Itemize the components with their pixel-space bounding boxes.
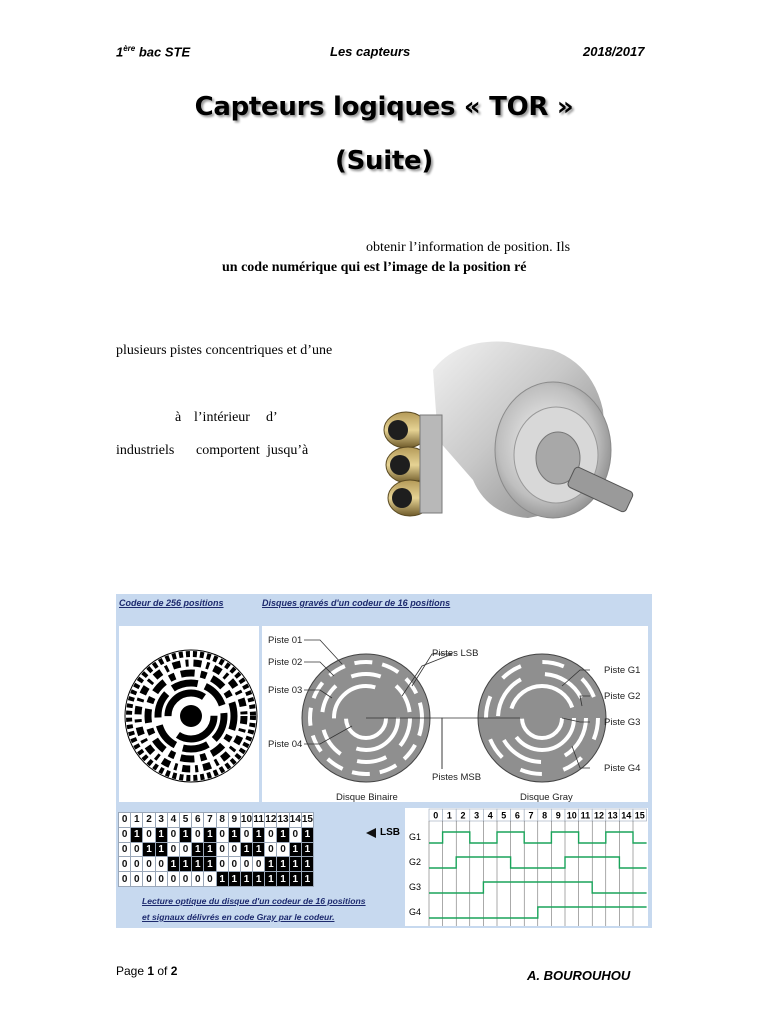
disks-16-icon bbox=[262, 626, 648, 802]
body-line-5a: industriels bbox=[116, 443, 175, 458]
gray-signal-label: G1 bbox=[409, 832, 422, 842]
table-cell: 0 bbox=[192, 872, 204, 887]
table-cell: 0 bbox=[119, 842, 131, 857]
gray-position-label: 2 bbox=[460, 810, 466, 821]
table-header-cell: 9 bbox=[228, 813, 240, 828]
label-disque-binaire: Disque Binaire bbox=[336, 792, 398, 802]
label-g1: Piste G1 bbox=[604, 665, 641, 676]
table-header-cell: 6 bbox=[192, 813, 204, 828]
gray-position-label: 1 bbox=[446, 810, 452, 821]
table-cell: 1 bbox=[289, 872, 301, 887]
gray-signal-line bbox=[429, 907, 647, 918]
table-cell: 0 bbox=[143, 872, 155, 887]
table-cell: 1 bbox=[253, 827, 265, 842]
caption-bottom-line2: et signaux délivrés en code Gray par le codeur. bbox=[142, 912, 335, 922]
table-cell: 1 bbox=[301, 857, 313, 872]
table-cell: 0 bbox=[167, 827, 179, 842]
table-cell: 1 bbox=[265, 872, 277, 887]
rotary-encoder-image bbox=[378, 330, 650, 530]
table-row bbox=[119, 857, 314, 872]
table-cell: 0 bbox=[228, 842, 240, 857]
table-cell: 1 bbox=[192, 857, 204, 872]
table-cell: 0 bbox=[179, 842, 191, 857]
table-cell: 0 bbox=[240, 857, 252, 872]
table-cell: 1 bbox=[253, 872, 265, 887]
table-cell: 1 bbox=[155, 842, 167, 857]
table-cell: 1 bbox=[301, 842, 313, 857]
label-pistes-msb: Pistes MSB bbox=[432, 772, 482, 783]
table-cell: 1 bbox=[240, 872, 252, 887]
body-line-3: plusieurs pistes concentriques et d’une bbox=[116, 343, 333, 358]
body-line-2: un code numérique qui est l’image de la position ré bbox=[222, 260, 527, 275]
page-title: Capteurs logiques « TOR » bbox=[194, 92, 574, 122]
table-cell: 1 bbox=[155, 827, 167, 842]
header-class: 1ère bac STE bbox=[116, 44, 191, 60]
table-cell: 1 bbox=[228, 827, 240, 842]
table-cell: 1 bbox=[167, 857, 179, 872]
table-header-cell: 8 bbox=[216, 813, 228, 828]
caption-16-positions: Disques gravés d'un codeur de 16 positions bbox=[262, 598, 451, 608]
body-line-4c: d’ bbox=[266, 410, 278, 425]
table-cell: 1 bbox=[240, 842, 252, 857]
gray-position-label: 0 bbox=[433, 810, 439, 821]
table-row bbox=[119, 872, 314, 887]
table-cell: 1 bbox=[192, 842, 204, 857]
gray-position-label: 11 bbox=[580, 810, 591, 821]
table-cell: 1 bbox=[228, 872, 240, 887]
table-header-cell: 13 bbox=[277, 814, 289, 826]
label-g3: Piste G3 bbox=[604, 717, 641, 728]
table-cell: 0 bbox=[155, 857, 167, 872]
table-cell: 0 bbox=[167, 842, 179, 857]
lsb-label: LSB bbox=[380, 827, 400, 838]
table-header-cell: 12 bbox=[265, 814, 277, 826]
gray-signal-label: G4 bbox=[409, 907, 422, 917]
table-cell: 1 bbox=[179, 827, 191, 842]
table-cell: 0 bbox=[265, 827, 277, 842]
table-header-cell: 2 bbox=[143, 813, 155, 828]
gray-position-label: 6 bbox=[514, 810, 520, 821]
table-cell: 0 bbox=[131, 842, 143, 857]
table-row bbox=[119, 842, 314, 857]
table-cell: 0 bbox=[119, 827, 131, 842]
gray-position-label: 3 bbox=[474, 810, 480, 821]
table-header-cell: 0 bbox=[119, 813, 131, 828]
table-header-cell: 5 bbox=[179, 813, 191, 828]
label-piste01: Piste 01 bbox=[268, 635, 303, 646]
table-cell: 0 bbox=[119, 857, 131, 872]
body-line-1: obtenir l’information de position. Ils bbox=[366, 240, 571, 255]
header-year: 2018/2017 bbox=[583, 44, 645, 59]
table-cell: 1 bbox=[253, 842, 265, 857]
table-cell: 0 bbox=[228, 857, 240, 872]
table-cell: 0 bbox=[167, 872, 179, 887]
gray-position-label: 4 bbox=[487, 810, 493, 821]
table-cell: 1 bbox=[204, 857, 216, 872]
gray-position-label: 13 bbox=[607, 810, 618, 821]
encoder-figure bbox=[116, 594, 652, 928]
binary-code-table bbox=[118, 812, 314, 887]
table-cell: 0 bbox=[119, 872, 131, 887]
table-cell: 0 bbox=[216, 857, 228, 872]
gray-position-label: 15 bbox=[634, 810, 645, 821]
table-row bbox=[119, 827, 314, 842]
label-piste03: Piste 03 bbox=[268, 685, 303, 696]
table-cell: 0 bbox=[131, 872, 143, 887]
table-cell: 1 bbox=[277, 827, 289, 842]
label-piste02: Piste 02 bbox=[268, 657, 303, 668]
table-cell: 1 bbox=[179, 857, 191, 872]
table-cell: 1 bbox=[216, 872, 228, 887]
table-header-cell: 10 bbox=[240, 814, 253, 826]
table-cell: 1 bbox=[204, 842, 216, 857]
header-subject: Les capteurs bbox=[330, 44, 411, 59]
table-header-row bbox=[119, 813, 314, 828]
table-cell: 1 bbox=[301, 827, 313, 842]
body-line-5b: comportent bbox=[196, 443, 260, 458]
label-g2: Piste G2 bbox=[604, 691, 641, 702]
disk-256-icon bbox=[119, 626, 259, 802]
table-cell: 1 bbox=[265, 857, 277, 872]
table-cell: 0 bbox=[179, 872, 191, 887]
gray-code-signals-chart bbox=[405, 808, 648, 926]
gray-position-label: 8 bbox=[542, 810, 548, 821]
label-g4: Piste G4 bbox=[604, 763, 641, 774]
table-cell: 0 bbox=[240, 827, 252, 842]
table-cell: 1 bbox=[131, 827, 143, 842]
table-header-cell: 11 bbox=[253, 814, 264, 826]
table-cell: 0 bbox=[192, 827, 204, 842]
table-cell: 1 bbox=[204, 827, 216, 842]
label-disque-gray: Disque Gray bbox=[520, 792, 573, 802]
body-line-4b: l’intérieur bbox=[194, 410, 250, 425]
table-header-cell: 7 bbox=[204, 813, 216, 828]
table-header-cell: 1 bbox=[131, 813, 143, 828]
table-cell: 0 bbox=[289, 827, 301, 842]
body-line-5c: jusqu’à bbox=[267, 443, 309, 458]
page-number: Page 1 of 2 bbox=[116, 964, 178, 978]
body-line-4a: à bbox=[175, 410, 182, 425]
gray-position-label: 7 bbox=[528, 810, 534, 821]
gray-signal-label: G3 bbox=[409, 882, 422, 892]
table-cell: 0 bbox=[253, 857, 265, 872]
table-header-cell: 14 bbox=[289, 814, 301, 826]
table-cell: 1 bbox=[277, 857, 289, 872]
table-cell: 0 bbox=[143, 857, 155, 872]
table-cell: 1 bbox=[301, 872, 313, 887]
table-cell: 1 bbox=[289, 842, 301, 857]
table-cell: 1 bbox=[143, 842, 155, 857]
table-cell: 0 bbox=[155, 872, 167, 887]
label-pistes-lsb: Pistes LSB bbox=[432, 648, 479, 659]
gray-position-label: 14 bbox=[621, 810, 632, 821]
table-cell: 0 bbox=[265, 842, 277, 857]
label-piste04: Piste 04 bbox=[268, 739, 303, 750]
table-header-cell: 15 bbox=[301, 814, 313, 826]
table-header-cell: 3 bbox=[155, 813, 167, 828]
table-cell: 1 bbox=[289, 857, 301, 872]
table-cell: 0 bbox=[143, 827, 155, 842]
caption-256-positions: Codeur de 256 positions bbox=[119, 598, 224, 608]
table-header-cell: 4 bbox=[167, 813, 179, 828]
table-cell: 0 bbox=[277, 842, 289, 857]
page-subtitle: (Suite) bbox=[335, 146, 433, 176]
table-cell: 0 bbox=[131, 857, 143, 872]
gray-signal-label: G2 bbox=[409, 857, 422, 867]
gray-position-label: 5 bbox=[501, 810, 507, 821]
table-cell: 0 bbox=[204, 872, 216, 887]
caption-bottom-line1: Lecture optique du disque d'un codeur de 16 positions bbox=[142, 896, 366, 906]
gray-position-label: 12 bbox=[593, 810, 605, 821]
author-name: A. BOUROUHOU bbox=[527, 968, 631, 983]
table-cell: 1 bbox=[277, 872, 289, 887]
table-cell: 0 bbox=[216, 827, 228, 842]
gray-position-label: 9 bbox=[555, 810, 561, 821]
table-cell: 0 bbox=[216, 842, 228, 857]
gray-position-label: 10 bbox=[566, 810, 577, 821]
